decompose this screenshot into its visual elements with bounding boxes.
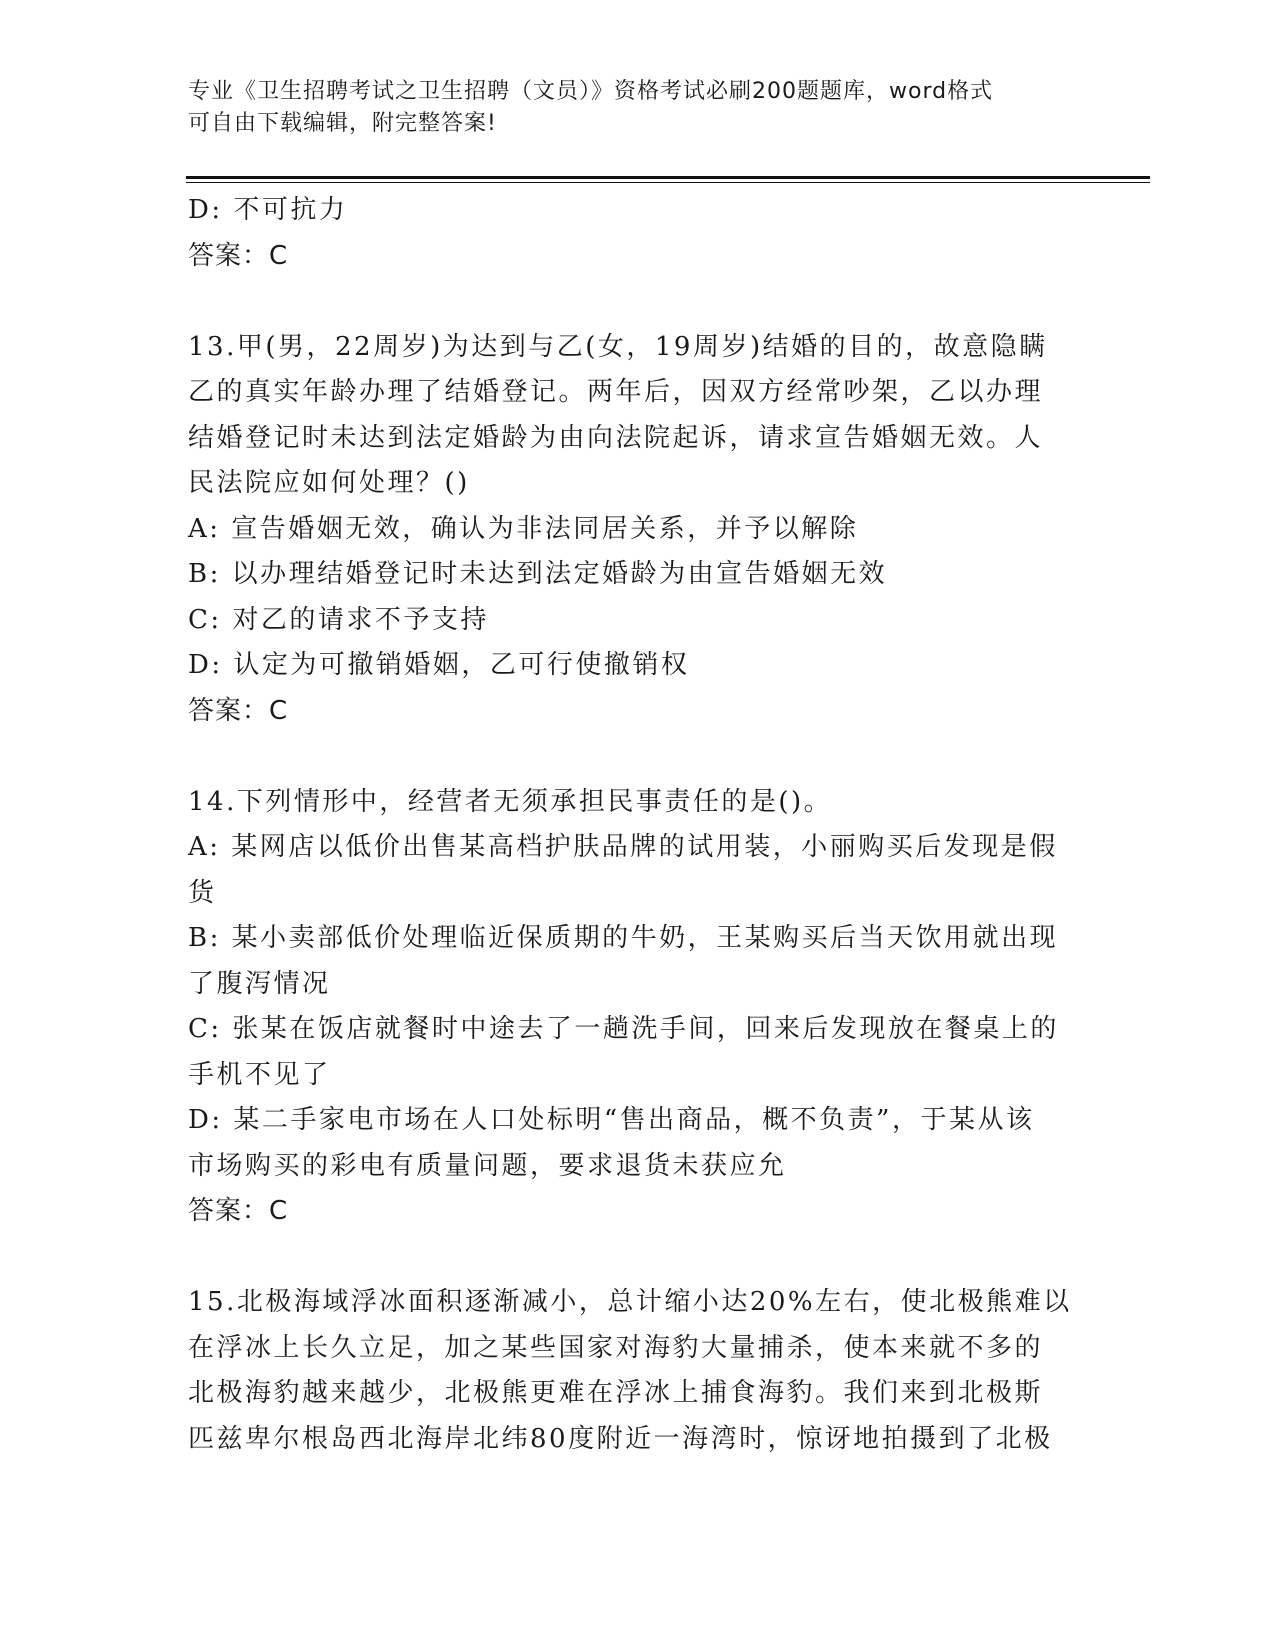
q13-stem-line: 乙的真实年龄办理了结婚登记。两年后，因双方经常吵架，乙以办理 [188,377,1044,407]
page-header [188,76,1068,140]
header-title-line-2: 可自由下载编辑，附完整答案! [188,111,497,136]
q14-option-b: B: 某小卖部低价处理临近保质期的牛奶，王某购买后当天饮用就出现 [188,923,1059,953]
question-content [188,188,1088,1462]
header-divider-thick [186,176,1150,179]
q14-option-a: A: 某网店以低价出售某高档护肤品牌的试用装，小丽购买后发现是假 [188,832,1058,862]
q14-option-c-cont: 手机不见了 [188,1059,331,1090]
q12-answer: 答案：C [188,240,289,271]
q14-stem: 14.下列情形中，经营者无须承担民事责任的是()。 [188,786,833,817]
q14-option-a-cont: 货 [188,877,217,908]
question-spacer [188,1235,1088,1281]
q14-option-b-cont: 了腹泻情况 [188,968,331,999]
question-13 [188,325,1088,735]
q13-option-d: D: 认定为可撤销婚姻，乙可行使撤销权 [188,650,690,680]
question-14 [188,780,1088,1235]
q14-option-c: C: 张某在饭店就餐时中途去了一趟洗手间，回来后发现放在餐桌上的 [188,1014,1059,1044]
q13-option-c: C: 对乙的请求不予支持 [188,604,489,635]
question-15 [188,1280,1088,1462]
q15-stem-line: 15.北极海域浮冰面积逐渐减小，总计缩小达20%左右，使北极熊难以 [188,1287,1072,1317]
header-divider-thin [186,182,1150,183]
question-spacer [188,734,1088,780]
q13-stem-line: 13.甲(男，22周岁)为达到与乙(女，19周岁)结婚的目的，故意隐瞒 [188,331,1048,362]
q13-answer: 答案：C [188,695,289,726]
q15-stem-line: 在浮冰上长久立足，加之某些国家对海豹大量捕杀，使本来就不多的 [188,1332,1044,1363]
q14-option-d: D: 某二手家电市场在人口处标明“售出商品，概不负责”，于某从该 [188,1105,1035,1135]
q14-option-d-cont: 市场购买的彩电有质量问题，要求退货未获应允 [188,1150,787,1181]
q13-option-b: B: 以办理结婚登记时未达到法定婚龄为由宣告婚姻无效 [188,559,888,589]
q15-stem-line: 匹兹卑尔根岛西北海岸北纬80度附近一海湾时，惊讶地拍摄到了北极 [188,1423,1053,1454]
q14-answer: 答案：C [188,1196,289,1226]
q13-stem-line: 结婚登记时未达到法定婚龄为由向法院起诉，请求宣告婚姻无效。人 [188,422,1044,453]
q12-option-d: D: 不可抗力 [188,195,348,225]
q15-stem-line: 北极海豹越来越少，北极熊更难在浮冰上捕食海豹。我们来到北极斯 [188,1378,1044,1408]
q13-stem-line: 民法院应如何处理？() [188,468,470,498]
header-title-line-1: 专业《卫生招聘考试之卫生招聘（文员）》资格考试必刷200题题库，word格式 [188,79,994,104]
question-spacer [188,279,1088,325]
q13-option-a: A: 宣告婚姻无效，确认为非法同居关系，并予以解除 [188,513,859,544]
